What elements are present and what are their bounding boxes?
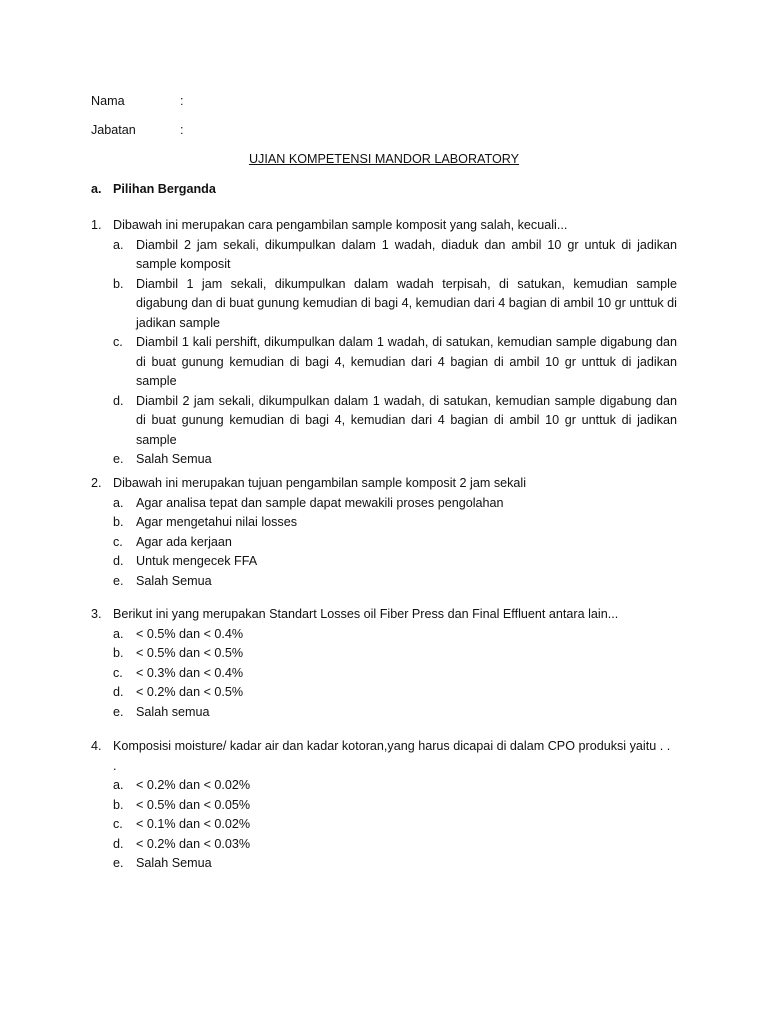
option-b — [113, 644, 677, 664]
option-text: Salah semua — [136, 704, 210, 719]
option-text: < 0.5% dan < 0.05% — [136, 797, 251, 812]
option-letter: d. — [113, 685, 124, 699]
option-text: < 0.2% dan < 0.03% — [136, 836, 251, 851]
option-text: Diambil 2 jam sekali, dikumpulkan dalam 1 wadah, diaduk dan ambil 10 gr untuk di jadikan sample komposit — [136, 237, 677, 271]
option-d — [113, 392, 677, 451]
question-text: Berikut ini yang merupakan Standart Losses oil Fiber Press dan Final Effluent antara lain... — [113, 607, 619, 621]
jabatan-label: Jabatan — [91, 123, 136, 137]
option-a — [113, 494, 677, 514]
option-d — [113, 683, 677, 703]
option-b — [113, 275, 677, 334]
option-text: Salah Semua — [136, 573, 212, 588]
question-number: 3. — [91, 607, 102, 621]
question-2 — [91, 474, 677, 591]
option-letter: e. — [113, 573, 124, 588]
option-a — [113, 236, 677, 275]
option-e — [113, 854, 677, 874]
option-letter: a. — [113, 495, 124, 510]
page-title: UJIAN KOMPETENSI MANDOR LABORATORY — [248, 152, 520, 166]
question-stem — [91, 605, 677, 625]
question-text: Dibawah ini merupakan cara pengambilan sample komposit yang salah, kecuali... — [113, 218, 568, 232]
option-c — [113, 333, 677, 392]
option-d — [113, 552, 677, 572]
option-e — [113, 703, 677, 723]
option-letter: e. — [113, 704, 124, 719]
question-text: Dibawah ini merupakan tujuan pengambilan sample komposit 2 jam sekali — [113, 476, 527, 490]
option-letter: b. — [113, 515, 124, 529]
option-text: Diambil 2 jam sekali, dikumpulkan dalam 1 wadah, di satukan, kemudian sample digabung dan di buat gunung kemudian di bagi 4, kemudian dari 4 bagian di ambil 10 gr unttuk di jadikan sample — [136, 393, 677, 447]
option-list — [91, 776, 677, 874]
option-e — [113, 450, 677, 470]
option-b — [113, 796, 677, 816]
option-text: < 0.1% dan < 0.02% — [136, 817, 251, 831]
option-text: Agar analisa tepat dan sample dapat mewakili proses pengolahan — [136, 495, 504, 510]
option-b — [113, 513, 677, 533]
option-d — [113, 835, 677, 855]
option-text: Salah Semua — [136, 856, 212, 870]
option-text: < 0.5% dan < 0.4% — [136, 626, 244, 641]
option-c — [113, 815, 677, 835]
jabatan-colon: : — [180, 123, 184, 137]
question-4 — [91, 737, 677, 874]
option-text: Diambil 1 kali pershift, dikumpulkan dalam 1 wadah, di satukan, kemudian sample digabung dan di buat gunung kemudian di bagi 4, kemudian dari 4 bagian di ambil 10 gr unttuk di jadikan sample — [136, 335, 677, 388]
section-heading — [91, 180, 216, 200]
option-letter: b. — [113, 646, 124, 660]
option-letter: c. — [113, 817, 123, 831]
nama-colon: : — [180, 94, 184, 108]
option-e — [113, 572, 677, 592]
option-text: < 0.3% dan < 0.4% — [136, 665, 244, 680]
option-text: Diambil 1 jam sekali, dikumpulkan dalam wadah terpisah, di satukan, kemudian sample digabung dan di buat gunung kemudian di bagi 4, kemudian dari 4 bagian di ambil 10 gr unttuk di jadikan sample — [136, 276, 677, 330]
nama-label: Nama — [91, 94, 125, 108]
option-letter: a. — [113, 778, 124, 792]
option-letter: c. — [113, 534, 123, 549]
question-stem — [91, 216, 677, 236]
option-letter: d. — [113, 554, 124, 568]
question-number: 4. — [91, 739, 102, 753]
option-c — [113, 533, 677, 553]
option-text: Agar ada kerjaan — [136, 534, 232, 549]
option-letter: a. — [113, 626, 124, 641]
option-text: < 0.2% dan < 0.5% — [136, 685, 244, 699]
option-letter: b. — [113, 276, 124, 291]
option-letter: e. — [113, 452, 124, 466]
option-text: < 0.5% dan < 0.5% — [136, 646, 244, 660]
section-marker: a. — [91, 182, 102, 196]
option-letter: a. — [113, 237, 124, 252]
option-text: Untuk mengecek FFA — [136, 554, 258, 568]
option-letter: d. — [113, 836, 124, 851]
option-text: Salah Semua — [136, 452, 212, 466]
option-letter: c. — [113, 665, 123, 680]
option-a — [113, 625, 677, 645]
option-text: Agar mengetahui nilai losses — [136, 515, 298, 529]
jabatan-field — [91, 121, 184, 141]
option-letter: e. — [113, 856, 124, 870]
question-number: 1. — [91, 218, 102, 232]
question-1 — [91, 216, 677, 470]
question-stem — [91, 474, 677, 494]
option-list — [91, 494, 677, 592]
option-letter: c. — [113, 335, 123, 349]
question-number: 2. — [91, 476, 102, 490]
option-text: < 0.2% dan < 0.02% — [136, 778, 251, 792]
option-c — [113, 664, 677, 684]
option-a — [113, 776, 677, 796]
question-text: Komposisi moisture/ kadar air dan kadar kotoran,yang harus dicapai di dalam CPO produksi yaitu . . . — [113, 739, 671, 773]
option-letter: b. — [113, 797, 124, 812]
option-list — [91, 625, 677, 723]
option-list — [91, 236, 677, 470]
nama-field — [91, 92, 184, 112]
section-label: Pilihan Berganda — [113, 182, 216, 196]
question-stem — [91, 737, 677, 776]
question-3 — [91, 605, 677, 722]
option-letter: d. — [113, 393, 124, 408]
